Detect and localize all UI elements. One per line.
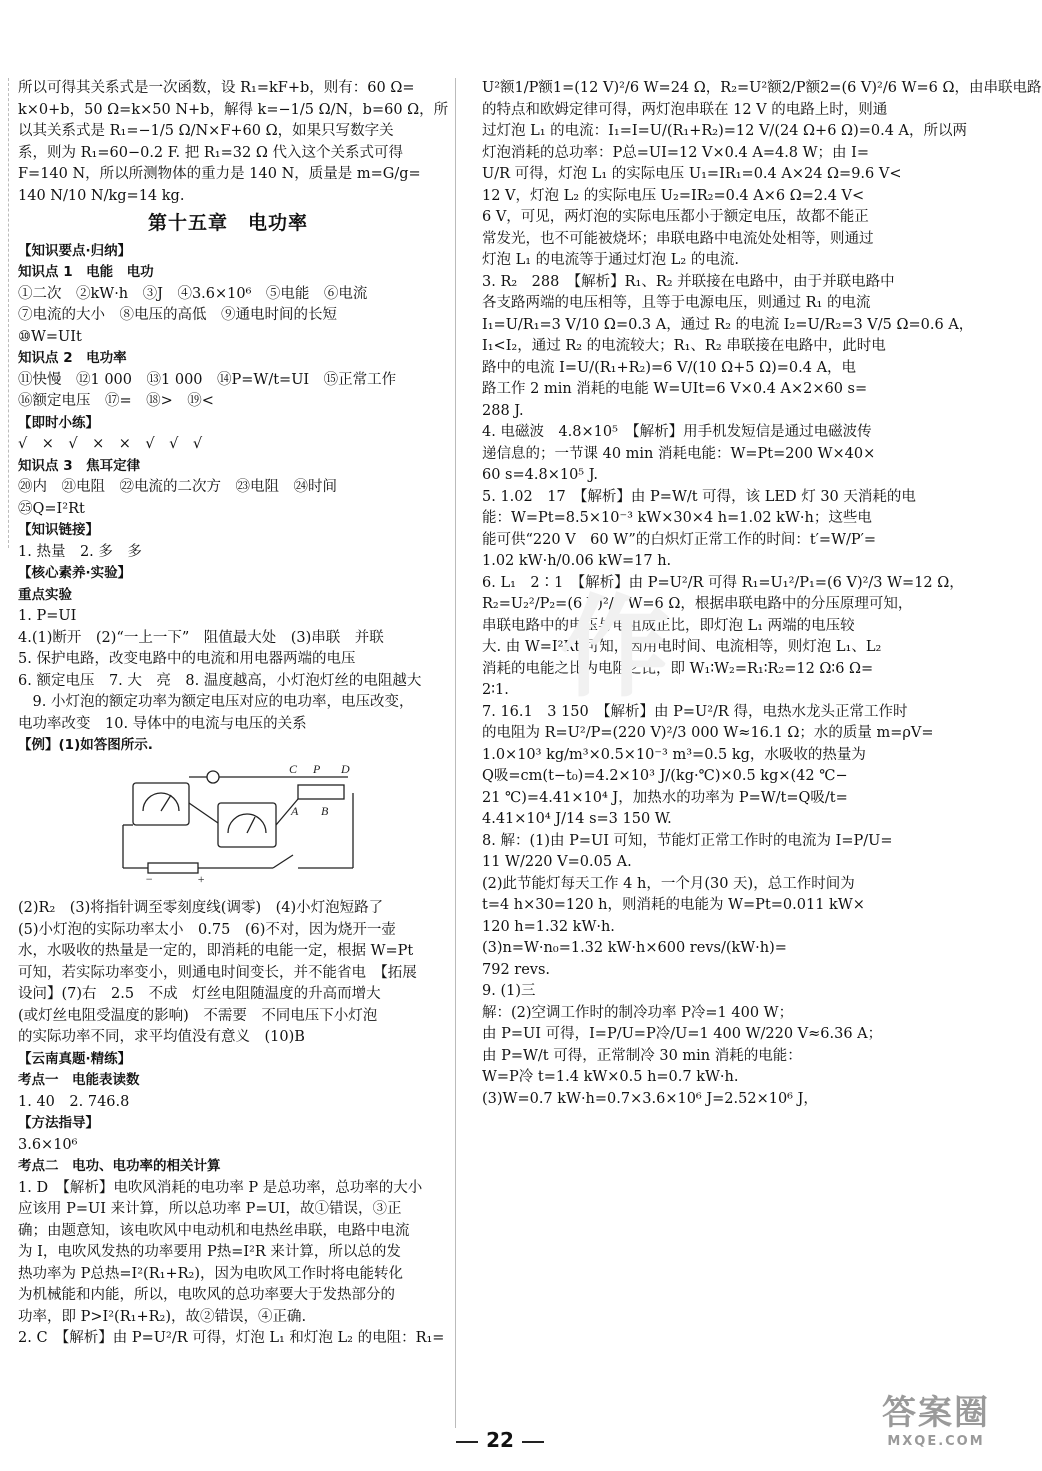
text-line: 由 P=W/t 可得，正常制冷 30 min 消耗的电能：: [482, 1047, 802, 1064]
text-line: (2)此节能灯每天工作 4 h，一个月(30 天)，总工作时间为: [482, 875, 855, 892]
text-line: 1. 40 2. 746.8: [18, 1093, 130, 1110]
text-line: 可知，若实际功率变小，则通电时间变长，并不能省电 【拓展: [18, 964, 417, 981]
text-line: 所以可得其关系式是一次函数，设 R₁=kF+b，则有：60 Ω=: [18, 80, 415, 96]
text-line: 知识点 3 焦耳定律: [18, 457, 141, 474]
text-line: (3)n=W·n₀=1.32 kW·h×600 revs/(kW·h)=: [482, 940, 787, 956]
page-number: [0, 1428, 1000, 1452]
fig-label-b: B: [321, 803, 329, 818]
text-line: 7. 16.1 3 150 【解析】由 P=U²/R 得，电热水龙头正常工作时: [482, 703, 908, 720]
text-line: 递信息的；一节课 40 min 消耗电能：W=Pt=200 W×40×: [482, 445, 876, 462]
text-line: 288 J.: [482, 402, 524, 419]
text-line: 设问】(7)右 2.5 不成 灯丝电阻随温度的升高而增大: [18, 986, 381, 1002]
text-line: 3.6×10⁶: [18, 1136, 78, 1153]
text-line: 的实际功率不同，求平均值没有意义 (10)B: [18, 1029, 305, 1045]
text-line: 6. 额定电压 7. 大 亮 8. 温度越高，小灯泡灯丝的电阻越大: [18, 672, 422, 689]
text-line: 【核心素养·实验】: [18, 565, 132, 581]
text-line: 4.41×10⁴ J/14 s=3 150 W.: [482, 811, 672, 827]
text-line: 60 s=4.8×10⁵ J.: [482, 467, 599, 483]
chapter-title: 第十五章 电功率: [147, 212, 308, 234]
text-line: 消耗的电能之比为电阻之比，即 W₁∶W₂=R₁∶R₂=12 Ω∶6 Ω=: [482, 660, 874, 677]
text-line: t=4 h×30=120 h，则消耗的电能为 W=Pt=0.011 kW×: [482, 897, 865, 913]
text-line: R₂=U₂²/P₂=(6 V)²/6 W=6 Ω，根据串联电路中的分压原理可知，: [482, 596, 913, 612]
page-number-text: 22: [486, 1428, 514, 1452]
left-block-2: [18, 241, 438, 757]
text-line: 过灯泡 L₁ 的电流：I₁=I=U/(R₁+R₂)=12 V/(24 Ω+6 Ω)=0.4 A，所以两: [482, 123, 968, 139]
text-line: 大. 由 W=I²Rt 可知，因用电时间、电流相等，则灯泡 L₁、L₂: [482, 639, 882, 655]
text-line: 【方法指导】: [18, 1115, 99, 1131]
text-line: 由 P=UI 可得，I=P/U=P冷/U=1 400 W/220 V≈6.36 A；: [482, 1026, 883, 1042]
left-block-1: [18, 78, 449, 207]
text-line: 【例】(1)如答图所示.: [18, 737, 153, 753]
fig-label-minus: −: [145, 871, 154, 886]
text-line: 功率，即 P>I²(R₁+R₂)，故②错误，④正确.: [18, 1308, 307, 1325]
text-line: 2. C 【解析】由 P=U²/R 可得，灯泡 L₁ 和灯泡 L₂ 的电阻：R₁=: [18, 1330, 445, 1346]
text-line: 热功率为 P总热=I²(R₁+R₂)，因为电吹风工作时将电能转化: [18, 1265, 403, 1282]
text-line: 140 N/10 N/kg=14 kg.: [18, 187, 185, 204]
text-line: k×0+b，50 Ω=k×50 N+b，解得 k=−1/5 Ω/N，b=60 Ω，所: [18, 101, 449, 118]
text-line: 为机械能和内能，所以，电吹风的总功率要大于发热部分的: [18, 1287, 395, 1303]
text-line: 2∶1.: [482, 682, 509, 698]
text-line: 水，水吸收的热量是一定的，即消耗的电能一定，根据 W=Pt: [18, 943, 414, 959]
text-line: 9. (1)三: [482, 983, 536, 999]
text-line: 为 I，电吹风发热的功率要用 P热=I²R 来计算，所以总的发: [18, 1244, 401, 1260]
text-line: 【云南真题·精练】: [18, 1050, 132, 1067]
text-line: 确；由题意知，该电吹风中电动机和电热丝串联，电路中电流: [18, 1222, 410, 1239]
text-line: 1.02 kW·h/0.06 kW=17 h.: [482, 553, 672, 569]
text-line: 考点一 电能表读数: [18, 1072, 140, 1088]
text-line: 考点二 电功、电功率的相关计算: [18, 1158, 221, 1174]
text-line: 的电阻为 R=U²/P=(220 V)²/3 000 W≈16.1 Ω；水的质量 m=ρV=: [482, 725, 934, 741]
text-line: I₁=U/R₁=3 V/10 Ω=0.3 A，通过 R₂ 的电流 I₂=U/R₂=3 V/5 Ω=0.6 A，: [482, 316, 974, 333]
text-line: 6 V，可见，两灯泡的实际电压都小于额定电压，故都不能正: [482, 209, 869, 225]
text-line: 重点实验: [18, 586, 72, 603]
text-line: 各支路两端的电压相等，且等于电源电压，则通过 R₁ 的电流: [482, 295, 871, 311]
text-line: 灯泡消耗的总功率：P总=UI=12 V×0.4 A=4.8 W；由 I=: [482, 144, 870, 161]
text-line: (3)W=0.7 kW·h=0.7×3.6×10⁶ J=2.52×10⁶ J，: [482, 1090, 818, 1107]
right-column: [482, 78, 1042, 1110]
text-line: U²额1/P额1=(12 V)²/6 W=24 Ω，R₂=U²额2/P额2=(6 V)²/6 W=6 Ω，由串联电路: [482, 80, 1042, 96]
column-divider: [455, 78, 456, 1428]
text-line: 12 V，灯泡 L₂ 的实际电压 U₂=IR₂=0.4 A×6 Ω=2.4 V<: [482, 187, 865, 204]
text-line: 792 revs.: [482, 961, 551, 978]
text-line: 路工作 2 min 消耗的电能 W=UIt=6 V×0.4 A×2×60 s=: [482, 381, 868, 397]
text-line: 系，则为 R₁=60−0.2 F. 把 R₁=32 Ω 代入这个关系式可得: [18, 144, 403, 161]
text-line: 【知识链接】: [18, 522, 99, 538]
fig-label-p: P: [313, 761, 321, 776]
text-line: 1. P=UI: [18, 608, 77, 624]
watermark-big: 答案圈: [882, 1393, 990, 1433]
text-line: ⑯额定电压 ⑰= ⑱> ⑲<: [18, 393, 214, 409]
fig-label-plus: +: [197, 871, 206, 886]
text-line: 以其关系式是 R₁=−1/5 Ω/N×F+60 Ω，如果只写数字关: [18, 123, 394, 139]
text-line: ①二次 ②kW·h ③J ④3.6×10⁶ ⑤电能 ⑥电流: [18, 285, 368, 302]
watermark-small: MXQE.COM: [887, 1434, 985, 1449]
text-line: W=P冷 t=1.4 kW×0.5 h=0.7 kW·h.: [482, 1069, 739, 1085]
text-line: 串联电路中的电压与电阻成正比，即灯泡 L₁ 两端的电压较: [482, 617, 855, 634]
text-line: 知识点 2 电功率: [18, 350, 127, 366]
watermark-logo: [882, 1385, 990, 1449]
text-line: 1. D 【解析】电吹风消耗的电功率 P 是总功率，总功率的大小: [18, 1179, 423, 1196]
text-line: ⑩W=UIt: [18, 328, 82, 345]
faint-watermark: 作: [560, 584, 670, 712]
text-line: 3. R₂ 288 【解析】R₁、R₂ 并联接在电路中，由于并联电路中: [482, 273, 895, 290]
text-line: Q吸=cm(t−t₀)=4.2×10³ J/(kg·℃)×0.5 kg×(42 ℃−: [482, 768, 848, 784]
text-line: 能可供“220 V 60 W”的白炽灯正常工作的时间：t′=W/P′=: [482, 531, 877, 548]
text-line: 4. 电磁波 4.8×10⁵ 【解析】用手机发短信是通过电磁波传: [482, 424, 872, 440]
text-line: √ × √ × × √ √ √: [18, 436, 203, 452]
text-line: ⑦电流的大小 ⑧电压的高低 ⑨通电时间的长短: [18, 307, 337, 323]
text-line: U/R 可得，灯泡 L₁ 的实际电压 U₁=IR₁=0.4 A×24 Ω=9.6 V<: [482, 166, 902, 182]
text-line: 能：W=Pt=8.5×10⁻³ kW×30×4 h=1.02 kW·h；这些电: [482, 510, 872, 526]
margin-rule: [8, 78, 9, 548]
text-line: 8. 解：(1)由 P=UI 可知，节能灯正常工作时的电流为 I=P/U=: [482, 832, 893, 849]
fig-label-c: C: [289, 761, 298, 776]
text-line: I₁<I₂，通过 R₂ 的电流较大；R₁、R₂ 串联接在电路中，此时电: [482, 338, 886, 354]
text-line: 解：(2)空调工作时的制冷功率 P冷=1 400 W；: [482, 1004, 794, 1021]
right-block: [482, 78, 1042, 1110]
text-line: 4.(1)断开 (2)“一上一下” 阻值最大处 (3)串联 并联: [18, 629, 384, 646]
text-line: (或灯丝电阻受温度的影响) 不需要 不同电压下小灯泡: [18, 1007, 378, 1024]
text-line: (2)R₂ (3)将指针调至零刻度线(调零) (4)小灯泡短路了: [18, 900, 384, 916]
text-line: F=140 N，所以所测物体的重力是 140 N，质量是 m=G/g=: [18, 166, 421, 182]
text-line: 21 ℃)=4.41×10⁴ J，加热水的功率为 P=W/t=Q吸/t=: [482, 789, 848, 806]
text-line: 应该用 P=UI 来计算，所以总功率 P=UI，故①错误，③正: [18, 1201, 402, 1217]
text-line: 6. L₁ 2∶1 【解析】由 P=U²/R 可得 R₁=U₁²/P₁=(6 V)²/3 W=12 Ω，: [482, 574, 964, 591]
text-line: 9. 小灯泡的额定功率为额定电压对应的电功率，电压改变，: [18, 694, 414, 710]
text-line: 常发光，也不可能被烧坏；串联电路中电流处处相等，则通过: [482, 230, 874, 247]
text-line: 5. 保护电路，改变电路中的电流和用电器两端的电压: [18, 651, 356, 667]
text-line: (5)小灯泡的实际功率太小 0.75 (6)不对，因为烧开一壶: [18, 921, 396, 938]
text-line: 1.0×10³ kg/m³×0.5×10⁻³ m³=0.5 kg，水吸收的热量为: [482, 746, 866, 763]
text-line: 120 h=1.32 kW·h.: [482, 918, 615, 935]
left-column: [18, 78, 449, 1350]
left-block-3: [18, 898, 445, 1350]
text-line: 【即时小练】: [18, 414, 99, 431]
text-line: 路中的电流 I=U/(R₁+R₂)=6 V/(10 Ω+5 Ω)=0.4 A，电: [482, 359, 857, 376]
text-line: ㉕Q=I²Rt: [18, 500, 85, 517]
text-line: 5. 1.02 17 【解析】由 P=W/t 可得，该 LED 灯 30 天消耗的电: [482, 488, 916, 505]
text-line: ⑳内 ㉑电阻 ㉒电流的二次方 ㉓电阻 ㉔时间: [18, 479, 337, 495]
text-line: 【知识要点·归纳】: [18, 242, 132, 259]
text-line: ⑪快慢 ⑫1 000 ⑬1 000 ⑭P=W/t=UI ⑮正常工作: [18, 371, 397, 388]
fig-label-d: D: [341, 761, 350, 776]
circuit-diagram: [113, 761, 373, 886]
fig-label-a: A: [291, 803, 299, 818]
text-line: 11 W/220 V=0.05 A.: [482, 854, 632, 870]
text-line: 的特点和欧姆定律可得，两灯泡串联在 12 V 的电路上时，则通: [482, 101, 888, 118]
text-line: 知识点 1 电能 电功: [18, 264, 154, 280]
text-line: 灯泡 L₁ 的电流等于通过灯泡 L₂ 的电流.: [482, 252, 739, 268]
text-line: 电功率改变 10. 导体中的电流与电压的关系: [18, 715, 307, 732]
text-line: 1. 热量 2. 多 多: [18, 543, 142, 560]
